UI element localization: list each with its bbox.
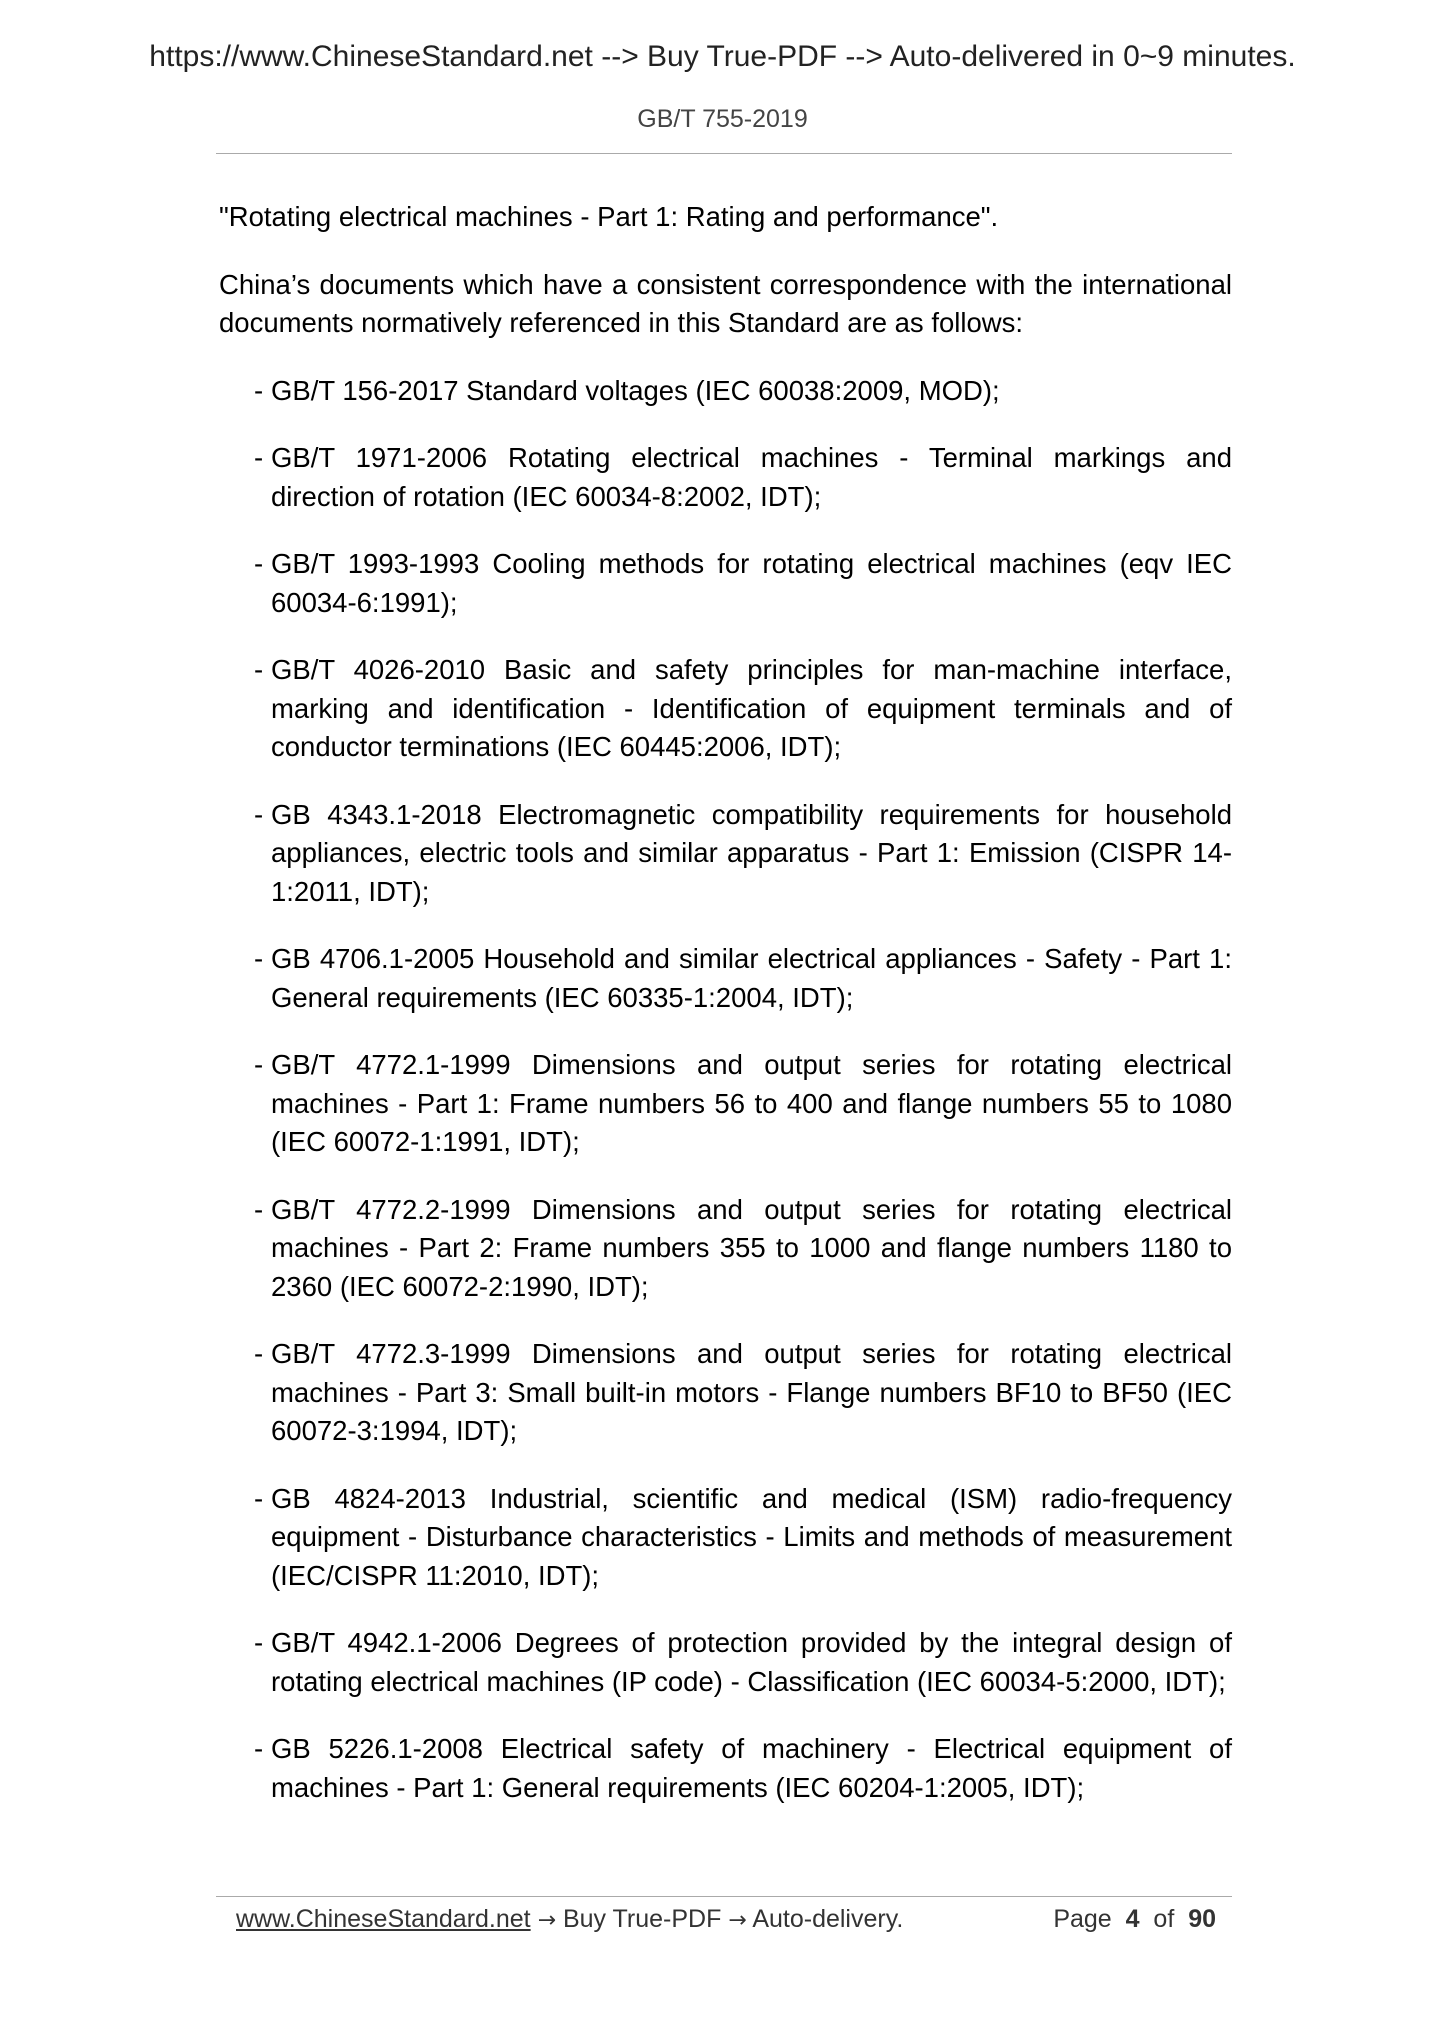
list-dash: - [254, 943, 264, 974]
list-dash: - [254, 1049, 264, 1080]
list-dash: - [254, 1193, 264, 1225]
header-divider [216, 153, 1232, 154]
list-item [219, 1046, 1232, 1162]
reference-text: GB 4343.1-2018 Electromagnetic compatibility requirements for household appliances, electric tools and similar apparatus - Part 1: Emission (CISPR 14-1:2011, IDT); [271, 798, 1232, 907]
list-item [219, 1335, 1232, 1451]
list-dash: - [254, 1338, 264, 1369]
list-dash: - [254, 1733, 264, 1764]
list-item [219, 1480, 1232, 1596]
list-item [219, 651, 1232, 767]
footer-divider [216, 1896, 1232, 1897]
list-item [219, 1624, 1232, 1701]
arrow-right-icon: → [537, 1908, 557, 1933]
reference-text: GB/T 4942.1-2006 Degrees of protection provided by the integral design of rotating electrical machines (IP code) - Classification (IEC 60034-5:2000, IDT); [271, 1627, 1232, 1697]
reference-text: GB 5226.1-2008 Electrical safety of machinery - Electrical equipment of machines - Part 1: General requirements (IEC 60204-1:2005, IDT); [271, 1733, 1232, 1803]
reference-text: GB/T 1971-2006 Rotating electrical machines - Terminal markings and direction of rotation (IEC 60034-8:2002, IDT); [271, 442, 1232, 512]
reference-text: GB/T 1993-1993 Cooling methods for rotating electrical machines (eqv IEC 60034-6:1991); [271, 548, 1232, 618]
list-dash: - [254, 374, 264, 406]
list-dash: - [254, 654, 264, 685]
list-item [219, 545, 1232, 622]
page-label: Page [1053, 1905, 1112, 1933]
footer-buy-text: Buy True-PDF [562, 1905, 722, 1933]
list-item [219, 1730, 1232, 1807]
footer-delivery-text: Auto-delivery. [752, 1905, 904, 1933]
list-item [219, 796, 1232, 912]
document-id: GB/T 755-2019 [637, 105, 808, 133]
list-item [219, 1191, 1232, 1307]
list-item [219, 439, 1232, 516]
reference-text: GB/T 4026-2010 Basic and safety principles for man-machine interface, marking and identification - Identification of equipment terminals and of conductor terminations (IEC 60445:2006, IDT); [271, 654, 1232, 762]
page-content [219, 198, 1232, 1836]
list-item [219, 940, 1232, 1017]
reference-text: GB 4824-2013 Industrial, scientific and medical (ISM) radio-frequency equipment - Disturbance characteristics - Limits and methods of measurement (IEC/CISPR 11:2010, IDT); [271, 1482, 1232, 1591]
top-banner: https://www.ChineseStandard.net --> Buy True-PDF --> Auto-delivered in 0~9 minutes. [149, 40, 1296, 73]
reference-text: GB/T 4772.3-1999 Dimensions and output series for rotating electrical machines - Part 3: Small built-in motors - Flange numbers BF10 to BF50 (IEC 60072-3:1994, IDT); [271, 1338, 1232, 1446]
reference-text: GB/T 156-2017 Standard voltages (IEC 60038:2009, MOD); [271, 374, 1000, 406]
total-pages: 90 [1188, 1905, 1216, 1933]
list-dash: - [254, 1627, 264, 1658]
list-dash: - [254, 548, 264, 579]
reference-list [219, 372, 1232, 1808]
page-footer [236, 1905, 1216, 1934]
reference-text: GB 4706.1-2005 Household and similar electrical appliances - Safety - Part 1: General requirements (IEC 60335-1:2004, IDT); [271, 943, 1232, 1013]
footer-site-link[interactable]: www.ChineseStandard.net [236, 1905, 531, 1933]
list-dash: - [254, 1482, 264, 1514]
lead-line: "Rotating electrical machines - Part 1: Rating and performance". [219, 201, 999, 232]
list-item [219, 372, 1232, 411]
intro-paragraph: China’s documents which have a consistent correspondence with the international documents normatively referenced in this Standard are as follows: [219, 268, 1232, 338]
list-dash: - [254, 442, 264, 473]
of-label: of [1153, 1905, 1175, 1933]
page-number: 4 [1125, 1905, 1140, 1933]
list-dash: - [254, 798, 264, 830]
arrow-right-icon: → [728, 1908, 747, 1933]
reference-text: GB/T 4772.2-1999 Dimensions and output series for rotating electrical machines - Part 2: Frame numbers 355 to 1000 and flange numbers 1180 to 2360 (IEC 60072-2:1990, IDT); [271, 1193, 1232, 1302]
reference-text: GB/T 4772.1-1999 Dimensions and output series for rotating electrical machines - Part 1: Frame numbers 56 to 400 and flange numbers 55 to 1080 (IEC 60072-1:1991, IDT); [271, 1049, 1232, 1157]
page-indicator [1053, 1905, 1216, 1934]
